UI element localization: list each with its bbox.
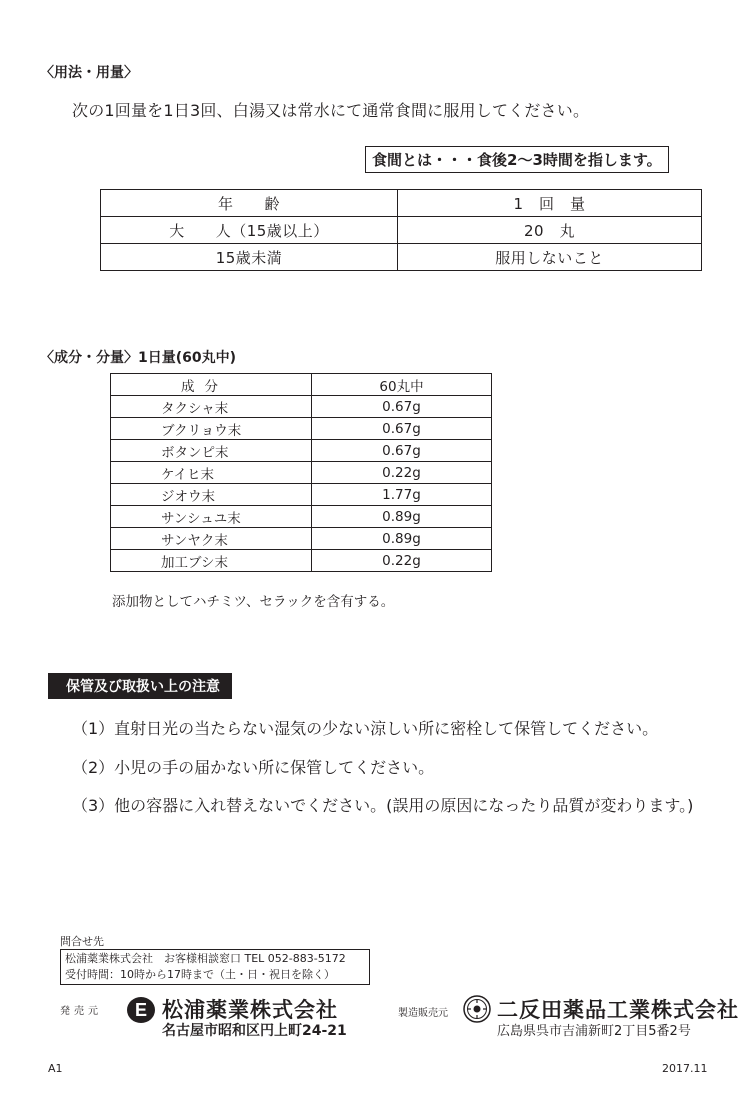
dose-cell: 15歳未満: [101, 244, 398, 271]
ingredient-name: ブクリョウ末: [111, 418, 312, 440]
ingredient-amount: 0.67g: [312, 396, 492, 418]
dose-header-amount: 1 回 量: [398, 190, 702, 217]
ingredient-name: ジオウ末: [111, 484, 312, 506]
usage-instruction: 次の1回量を1日3回、白湯又は常水にて通常食間に服用してください。: [72, 101, 590, 120]
table-row: [111, 462, 492, 484]
caution-item-3: （3）他の容器に入れ替えないでください。(誤用の原因になったり品質が変わります。): [72, 796, 694, 815]
caution-item-1: （1）直射日光の当たらない湿気の少ない涼しい所に密栓して保管してください。: [72, 719, 659, 738]
ingredient-amount: 0.67g: [312, 418, 492, 440]
ingredient-header-amount: 60丸中: [312, 374, 492, 396]
dose-cell: 大 人（15歳以上）: [101, 217, 398, 244]
ingredient-name: ボタンピ末: [111, 440, 312, 462]
ingredients-table: [110, 373, 492, 572]
manufacturer-emblem: [462, 994, 492, 1024]
ingredient-amount: 1.77g: [312, 484, 492, 506]
contact-label: 問合せ先: [60, 935, 104, 948]
doc-date: 2017.11: [662, 1062, 708, 1075]
ingredient-header-name: 成分: [111, 374, 312, 396]
table-row: [111, 550, 492, 572]
seller-role: 発売元: [60, 1006, 102, 1017]
manufacturer-role: 製造販売元: [398, 1008, 448, 1019]
nitanda-emblem-icon: [462, 994, 492, 1024]
storage-heading: 保管及び取扱い上の注意: [48, 673, 232, 699]
ingredients-heading: 〈成分・分量〉1日量(60丸中): [40, 350, 237, 366]
dose-cell: 服用しないこと: [398, 244, 702, 271]
manufacturer-address: 広島県呉市吉浦新町2丁目5番2号: [497, 1024, 691, 1039]
contact-box: [60, 949, 370, 985]
ingredient-name: 加工ブシ末: [111, 550, 312, 572]
matsuura-logo-icon: [126, 995, 156, 1025]
table-row: [101, 217, 702, 244]
ingredient-amount: 0.67g: [312, 440, 492, 462]
ingredient-amount: 0.89g: [312, 528, 492, 550]
table-row: [111, 440, 492, 462]
manufacturer-name: 二反田薬品工業株式会社: [497, 998, 739, 1022]
seller-logo-text: E: [134, 1000, 148, 1020]
contact-hours-line: 受付時間：10時から17時まで（土・日・祝日を除く）: [65, 968, 335, 981]
ingredient-amount: 0.22g: [312, 550, 492, 572]
table-row: [111, 374, 492, 396]
caution-item-2: （2）小児の手の届かない所に保管してください。: [72, 758, 435, 777]
ingredient-name: ケイヒ末: [111, 462, 312, 484]
table-row: [101, 190, 702, 217]
table-row: [111, 396, 492, 418]
dose-header-age: 年 齢: [101, 190, 398, 217]
table-row: [101, 244, 702, 271]
dose-table: [100, 189, 702, 271]
contact-phone-line: 松浦薬業株式会社 お客様相談窓口 TEL 052-883-5172: [65, 952, 346, 965]
ingredient-name: サンシュユ末: [111, 506, 312, 528]
usage-heading: 〈用法・用量〉: [40, 65, 138, 81]
seller-name: 松浦薬業株式会社: [162, 998, 338, 1022]
seller-address: 名古屋市昭和区円上町24-21: [162, 1023, 347, 1039]
table-row: [111, 528, 492, 550]
usage-note: 食間とは・・・食後2〜3時間を指します。: [365, 146, 669, 173]
additives-note: 添加物としてハチミツ、セラックを含有する。: [112, 594, 395, 610]
dose-cell: 20 丸: [398, 217, 702, 244]
table-row: [111, 506, 492, 528]
ingredient-amount: 0.22g: [312, 462, 492, 484]
ingredient-amount: 0.89g: [312, 506, 492, 528]
table-row: [111, 418, 492, 440]
ingredient-name: サンヤク末: [111, 528, 312, 550]
doc-code: A1: [48, 1062, 63, 1075]
ingredient-name: タクシャ末: [111, 396, 312, 418]
seller-logo: [126, 995, 156, 1025]
table-row: [111, 484, 492, 506]
